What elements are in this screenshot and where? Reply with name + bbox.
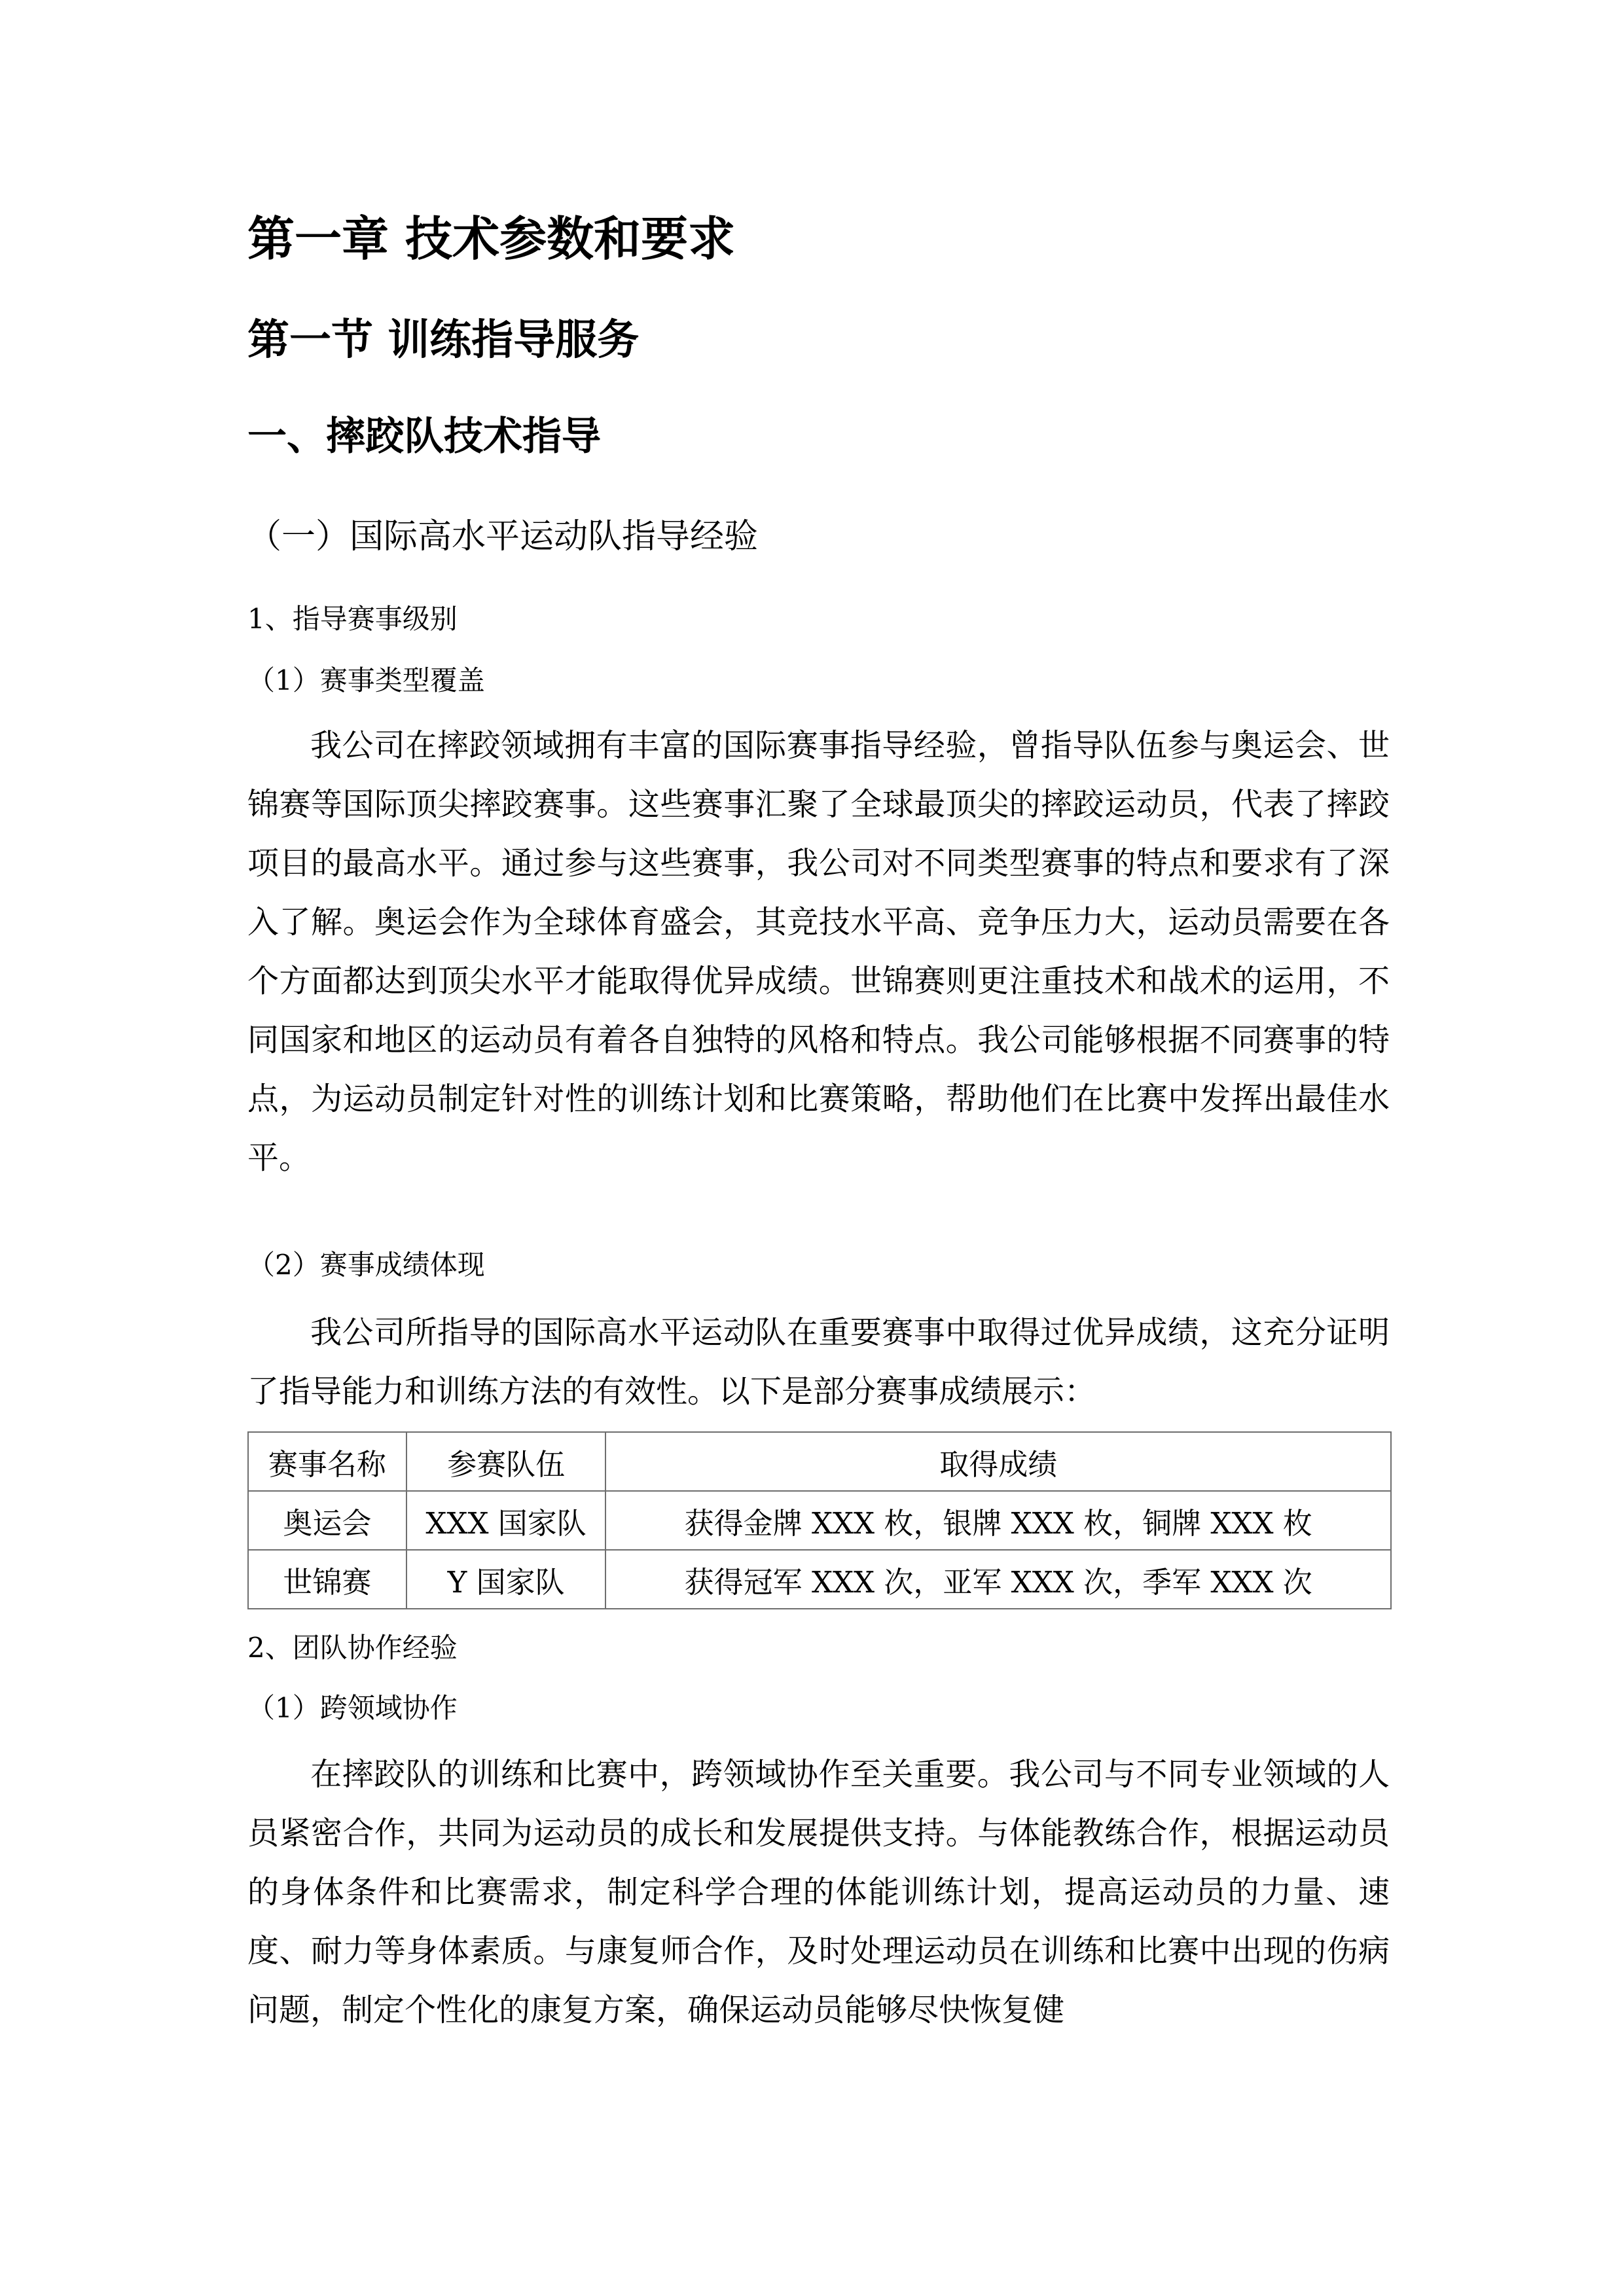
table-cell: XXX 国家队 xyxy=(406,1491,606,1550)
results-table xyxy=(247,1431,1392,1609)
chapter-title: 第一章 技术参数和要求 xyxy=(247,211,736,266)
item2-title: 2、团队协作经验 xyxy=(247,1632,458,1664)
section-title: 第一节 训练指导服务 xyxy=(247,316,640,365)
table-cell: 获得冠军 XXX 次，亚军 XXX 次，季军 XXX 次 xyxy=(605,1550,1391,1609)
table-header-cell: 参赛队伍 xyxy=(406,1432,606,1491)
item2-sub1-title: （1）跨领域协作 xyxy=(247,1692,458,1724)
table-row xyxy=(248,1491,1391,1550)
table-header-cell: 赛事名称 xyxy=(248,1432,406,1491)
table-cell: 获得金牌 XXX 枚，银牌 XXX 枚，铜牌 XXX 枚 xyxy=(605,1491,1391,1550)
part-title: （一）国际高水平运动队指导经验 xyxy=(247,517,759,556)
table-header-cell: 取得成绩 xyxy=(605,1432,1391,1491)
table-header-row xyxy=(248,1432,1391,1491)
item1-title: 1、指导赛事级别 xyxy=(247,603,458,635)
item1-sub2-title: （2）赛事成绩体现 xyxy=(247,1249,485,1281)
table-cell: 奥运会 xyxy=(248,1491,406,1550)
item1-sub2-paragraph: 我公司所指导的国际高水平运动队在重要赛事中取得过优异成绩，这充分证明了指导能力和训练方法的有效性。以下是部分赛事成绩展示： xyxy=(247,1314,1390,1410)
table-cell: 世锦赛 xyxy=(248,1550,406,1609)
item2-sub1-paragraph: 在摔跤队的训练和比赛中，跨领域协作至关重要。我公司与不同专业领域的人员紧密合作，共同为运动员的成长和发展提供支持。与体能教练合作，根据运动员的身体条件和比赛需求，制定科学合理的体能训练计划，提高运动员的力量、速度、耐力等身体素质。与康复师合作，及时处理运动员在训练和比赛中出现的伤病问题，制定个性化的康复方案，确保运动员能够尽快恢复健 xyxy=(247,1756,1390,2028)
table-row xyxy=(248,1550,1391,1609)
item1-sub1-paragraph: 我公司在摔跤领域拥有丰富的国际赛事指导经验，曾指导队伍参与奥运会、世锦赛等国际顶尖摔跤赛事。这些赛事汇聚了全球最顶尖的摔跤运动员，代表了摔跤项目的最高水平。通过参与这些赛事，我公司对不同类型赛事的特点和要求有了深入了解。奥运会作为全球体育盛会，其竞技水平高、竞争压力大，运动员需要在各个方面都达到顶尖水平才能取得优异成绩。世锦赛则更注重技术和战术的运用，不同国家和地区的运动员有着各自独特的风格和特点。我公司能够根据不同赛事的特点，为运动员制定针对性的训练计划和比赛策略，帮助他们在比赛中发挥出最佳水平。 xyxy=(247,727,1390,1176)
table-cell: Y 国家队 xyxy=(406,1550,606,1609)
item1-sub1-title: （1）赛事类型覆盖 xyxy=(247,664,485,696)
subsection-title: 一、摔跤队技术指导 xyxy=(247,414,601,459)
